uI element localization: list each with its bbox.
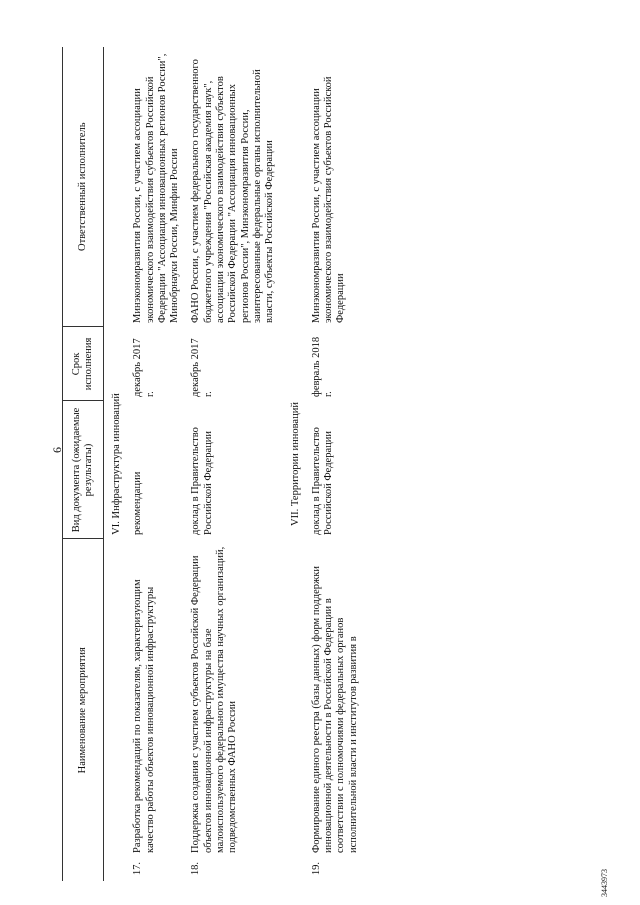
document-code: 3443973 <box>600 869 609 897</box>
section-title-vii: VII. Территории инноваций <box>289 402 301 526</box>
page-number: 6 <box>50 447 64 453</box>
row-name: Поддержка создания с участием субъектов Российской Федерации объектов инновационной инфраструктуры на базе малоиспользуемого федерального имущества научных организаций, подведомственных ФАНО России <box>190 546 239 853</box>
header-name: Наименование мероприятия <box>76 647 88 774</box>
row-executor: Минэкономразвития России, с участием ассоциации экономического взаимодействия субъектов Российской Федерации <box>310 76 347 323</box>
header-deadline: Срок исполнения <box>63 327 104 401</box>
row-number: 17. <box>132 862 144 876</box>
row-number: 19. <box>310 862 322 876</box>
row-name: Формирование единого реестра (базы данных) форм поддержки инновационной деятельности в Российской Федерации в соответствии с полномочиями федеральных органов исполнительной власти и институтов развития в <box>310 566 359 853</box>
row-executor: Минэкономразвития России, с участием ассоциации экономического взаимодействия субъектов Российской Федерации "Ассоциация инновационных регионов России", Минобрнауки России, Минфин России <box>132 53 181 323</box>
table-row <box>129 47 187 881</box>
header-executor: Ответственный исполнитель <box>63 47 104 327</box>
events-table <box>62 47 366 881</box>
row-number: 18. <box>190 862 202 876</box>
section-row <box>104 47 130 881</box>
row-deadline: декабрь 2017 г. <box>190 338 214 397</box>
table-header-row <box>63 47 104 881</box>
row-doc-type: доклад в Правительство Российской Федерации <box>190 427 214 535</box>
row-executor: ФАНО России, с участием федерального государственного бюджетного учреждения "Российская академия наук", ассоциации экономического взаимодействия субъектов Российской Федерации "Ассоциация инновационных регионов России", Минэкономразвития России, заинтересованные федеральные органы исполнительной власти, субъекты Российской Федерации <box>190 59 276 323</box>
table-row <box>187 47 282 881</box>
table-row <box>308 47 366 881</box>
row-deadline: февраль 2018 г. <box>310 336 335 397</box>
row-doc-type: рекомендации <box>132 471 144 535</box>
header-doc-type: Вид документа (ожидаемые результаты) <box>63 401 104 539</box>
row-deadline: декабрь 2017 г. <box>132 338 156 397</box>
row-doc-type: доклад в Правительство Российской Федерации <box>310 427 335 535</box>
section-title-vi: VI. Инфраструктура инноваций <box>111 393 122 535</box>
section-row <box>283 47 308 881</box>
row-name: Разработка рекомендаций по показателям, характеризующим качество работы объектов инновационной инфраструктуры <box>132 579 156 853</box>
